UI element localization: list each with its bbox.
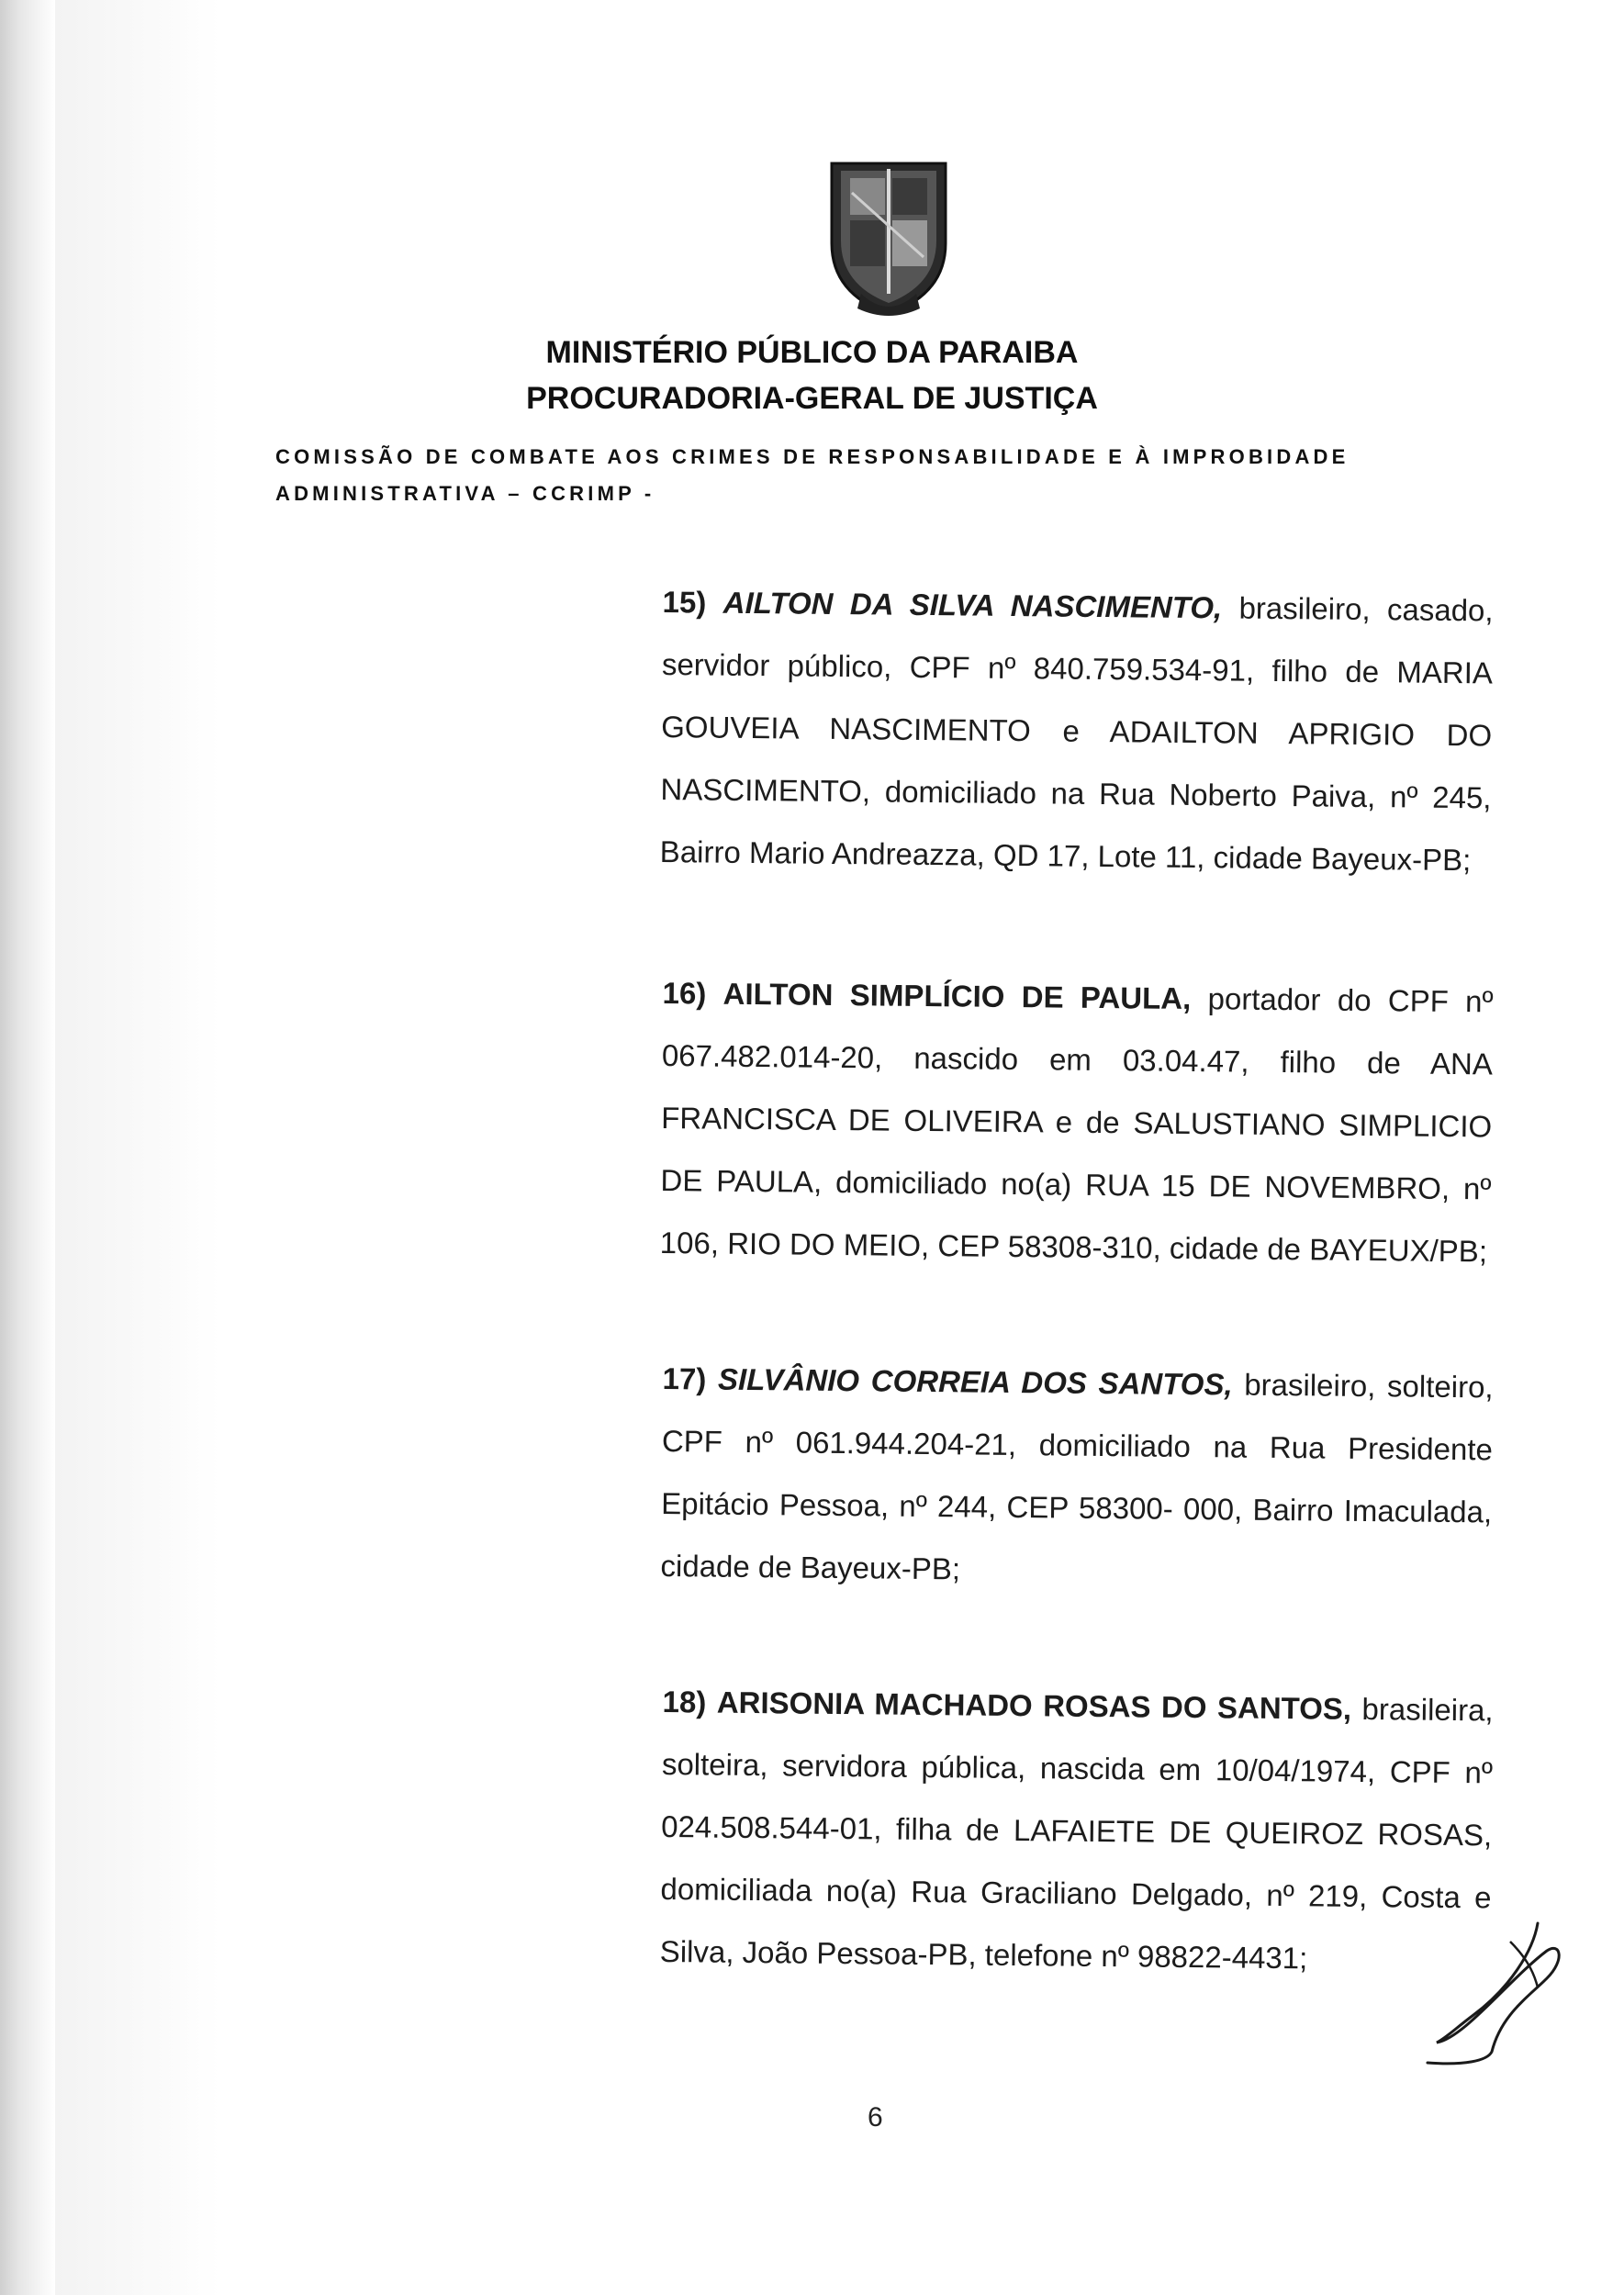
entry-name: AILTON DA SILVA NASCIMENTO, — [722, 585, 1223, 625]
entry-name: ARISONIA MACHADO ROSAS DO SANTOS, — [716, 1685, 1352, 1726]
entry-text: brasileira, solteira, servidora pública, nascida em 10/04/1974, CPF nº 024.508.544-01, filha de LAFAIETE DE QUEIROZ ROSAS, domiciliada no(a) Rua Graciliano Delgado, nº 219, Costa e Silva, João Pessoa-PB, telefone nº 98822-4431; — [659, 1691, 1494, 1976]
coat-of-arms-icon — [824, 156, 953, 321]
header-subtitle: PROCURADORIA-GERAL DE JUSTIÇA — [526, 381, 1098, 416]
entry-text: brasileiro, casado, servidor público, CPF nº 840.759.534-91, filho de MARIA GOUVEIA NASCIMENTO e ADAILTON APRIGIO DO NASCIMENTO, domiciliado na Rua Noberto Paiva, nº 245, Bairro Mario Andreazza, QD 17, Lote 11, cidade Bayeux-PB; — [659, 590, 1494, 878]
entry-15 — [659, 571, 1494, 891]
entry-17 — [660, 1348, 1494, 1606]
header-commission: COMISSÃO DE COMBATE AOS CRIMES DE RESPONSABILIDADE E À IMPROBIDADE ADMINISTRATIVA – CCRIMP - — [275, 445, 1350, 505]
entry-text: portador do CPF nº 067.482.014-20, nascido em 03.04.47, filho de ANA FRANCISCA DE OLIVEIRA e de SALUSTIANO SIMPLICIO DE PAULA, domiciliado no(a) RUA 15 DE NOVEMBRO, nº 106, RIO DO MEIO, CEP 58308-310, cidade de BAYEUX/PB; — [659, 981, 1494, 1269]
entry-number: 18) — [662, 1684, 707, 1719]
entry-text: brasileiro, solteiro, CPF nº 061.944.204-21, domiciliado na Rua Presidente Epitácio Pessoa, nº 244, CEP 58300- 000, Bairro Imaculada, cidade de Bayeux-PB; — [660, 1367, 1494, 1586]
entry-18 — [659, 1671, 1494, 1991]
entry-name: SILVÂNIO CORREIA DOS SANTOS, — [717, 1361, 1233, 1402]
entry-16 — [659, 962, 1494, 1282]
header-title: MINISTÉRIO PÚBLICO DA PARAIBA — [545, 335, 1079, 370]
entry-number: 15) — [662, 584, 707, 620]
entry-name: AILTON SIMPLÍCIO DE PAULA, — [722, 976, 1192, 1016]
entry-number: 16) — [662, 975, 707, 1011]
entry-number: 17) — [662, 1360, 707, 1396]
handwritten-signature — [1409, 1914, 1593, 2070]
page-number: 6 — [868, 2102, 883, 2133]
